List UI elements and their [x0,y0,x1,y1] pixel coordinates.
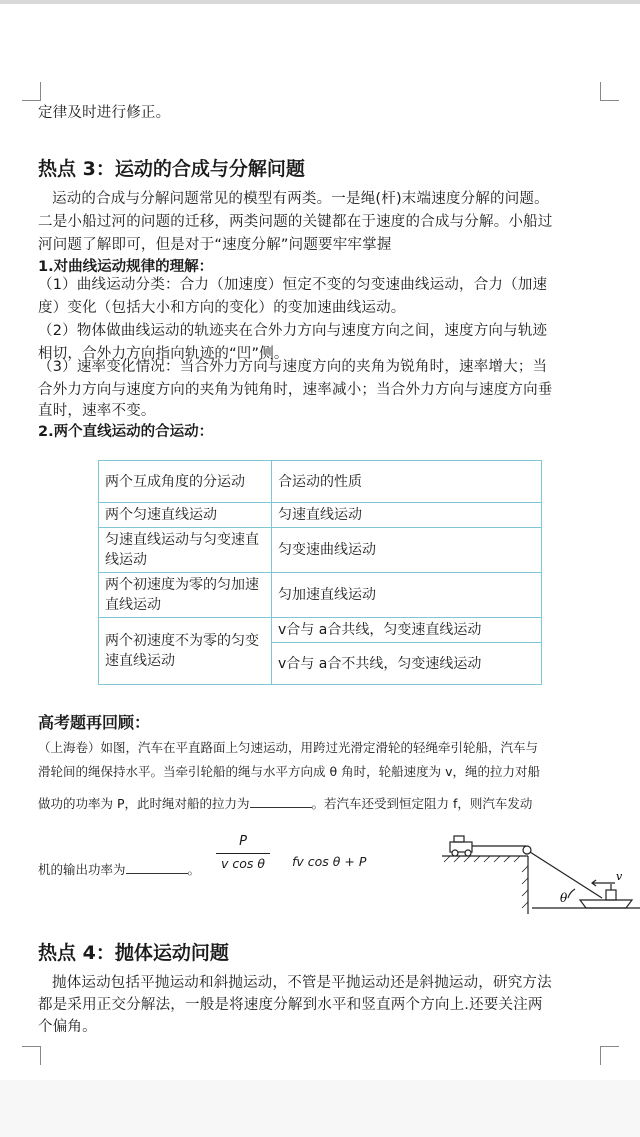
page-bottom-area [0,1080,640,1137]
fraction-bar [216,853,270,854]
table-cell: 匀速直线运动 [272,503,542,528]
car-cab [454,836,464,842]
table-cell: 两个初速度为零的匀加速直线运动 [99,573,272,618]
section1-line: （3）速率变化情况：当合外力方向与速度方向的夹角为锐角时，速率增大；当 [38,359,548,375]
table-row [99,503,542,528]
review-line: 滑轮间的绳保持水平。当牵引轮船的绳与水平方向成 θ 角时，轮船速度为 v，绳的拉力对船 [38,764,540,779]
boat-hull [580,900,632,908]
table-cell: 匀变速曲线运动 [272,528,542,573]
page-corner-mark [600,82,619,101]
theta-label: θ [560,891,568,905]
review-line-part: 机的输出功率为 [38,862,126,877]
answer-two: fv cos θ + P [292,854,367,869]
page-corner-mark [22,82,41,101]
review-title: 高考题再回顾： [38,713,151,732]
hot4-para-line: 抛体运动包括平抛运动和斜抛运动，不管是平抛运动还是斜抛运动，研究方法 [52,975,552,991]
section1-line: （1）曲线运动分类：合力（加速度）恒定不变的匀变速曲线运动，合力（加速 [38,277,548,293]
review-line [38,794,532,814]
section1-line: 度）变化（包括大小和方向的变化）的变加速曲线运动。 [38,300,406,316]
answer-blank [250,795,312,808]
boat-cabin [606,890,616,900]
review-line: （上海卷）如图，汽车在平直路面上匀速运动，用跨过光滑定滑轮的轻绳牵引轮船，汽车与 [38,740,539,755]
table-cell: v合与 a合不共线，匀变速线运动 [272,643,542,685]
period: 。 [187,862,201,877]
table-row [99,528,542,573]
angle-arc [568,889,575,898]
table-row [99,573,542,618]
answer-numerator: P [239,834,247,849]
section1-line: （2）物体做曲线运动的轨迹夹在合外力方向与速度方向之间，速度方向与轨迹 [38,323,548,339]
table-cell: 两个初速度不为零的匀变速直线运动 [99,618,272,685]
hot4-para-line: 都是采用正交分解法，一般是将速度分解到水平和竖直两个方向上.还要关注两 [38,997,543,1013]
table-cell: 匀速直线运动与匀变速直线运动 [99,528,272,573]
car-wheel [452,850,458,856]
answer-blank [126,861,188,874]
hot3-title: 热点 3：运动的合成与分解问题 [38,158,305,180]
table-row [99,461,542,503]
table-row [99,618,542,643]
answer-denominator: v cos θ [220,856,266,871]
review-line [38,860,200,880]
car-wheel [465,850,471,856]
section1-line: 合外力方向与速度方向的夹角为钝角时，速率减小；当合外力方向与速度方向垂 [38,382,553,398]
review-line-part: 做功的功率为 P，此时绳对船的拉力为 [38,796,250,811]
table-cell: 匀加速直线运动 [272,573,542,618]
section1-line: 直时，速率不变。 [38,403,156,419]
wall-hatch [522,866,528,908]
section1-line: 相切，合外力方向指向轨迹的“凹”侧。 [38,346,289,362]
page-corner-mark [22,1046,41,1065]
pulley [523,846,531,854]
road-hatch [444,856,520,862]
car-boat-figure [440,828,640,914]
table-cell: 两个互成角度的分运动 [99,461,272,503]
page-corner-mark [600,1046,619,1065]
table-cell: 两个匀速直线运动 [99,503,272,528]
motion-table [98,460,542,685]
intro-line: 定律及时进行修正。 [38,105,171,121]
hot3-para-line: 河问题了解即可，但是对于“速度分解”问题要牢牢掌握 [38,237,392,253]
hot3-para-line: 二是小船过河的问题的迁移，两类问题的关键都在于速度的合成与分解。小船过 [38,214,553,230]
top-bar [0,0,640,4]
review-line-part: 。若汽车还受到恒定阻力 f，则汽车发动 [311,796,533,811]
hot3-para-line: 运动的合成与分解问题常见的模型有两类。一是绳(杆)末端速度分解的问题。 [52,191,549,207]
section1-title: 1.对曲线运动规律的理解： [38,259,214,275]
velocity-label: v [616,870,623,883]
table-cell: 合运动的性质 [272,461,542,503]
table-cell: v合与 a合共线，匀变速直线运动 [272,618,542,643]
hot4-title: 热点 4：抛体运动问题 [38,942,229,964]
hot4-para-line: 个偏角。 [38,1019,97,1035]
section2-title: 2.两个直线运动的合运动： [38,424,214,440]
